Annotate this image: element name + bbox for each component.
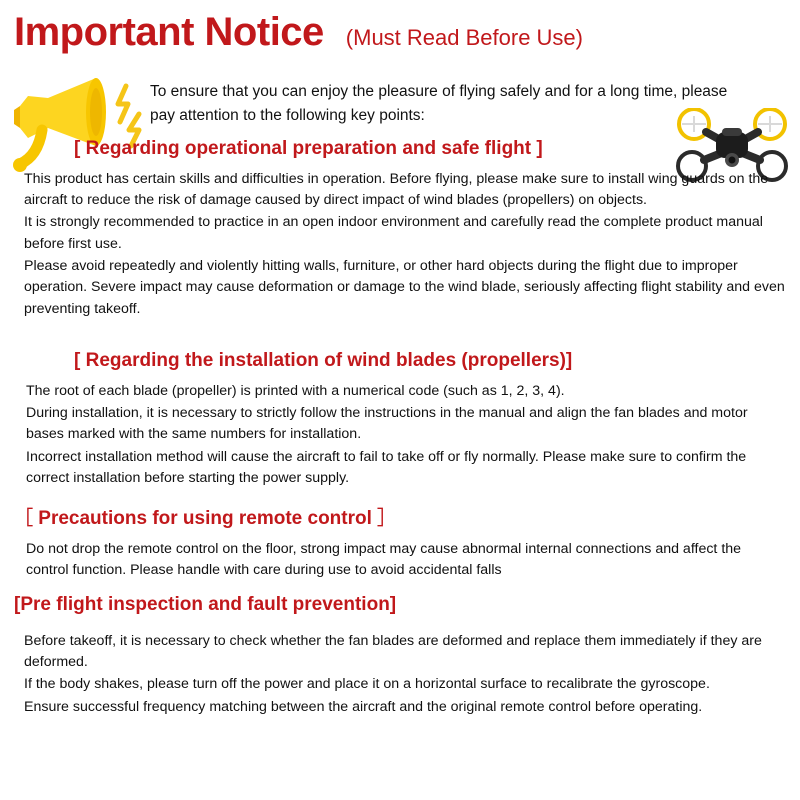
section-heading: ［ Precautions for using remote control ］ [14,508,397,529]
section-remote-control-precautions [14,508,786,582]
section-wind-blade-installation [14,350,786,490]
paragraph: This product has certain skills and difficulties in operation. Before flying, please make sure to install wing guards on the aircraft to reduce the risk of damage caused by direct impact of wind blades (propellers) on objects. [24,170,769,209]
paragraph: During installation, it is necessary to strictly follow the instructions in the manual and align the fan blades and motor bases marked with the same numbers for installation. [26,405,748,443]
section-body [14,539,786,582]
paragraph: Before takeoff, it is necessary to check whether the fan blades are deformed and replace them immediately if they are deformed. [24,632,762,671]
section-operational-preparation [14,138,786,321]
section-body [14,169,786,320]
paragraph: Incorrect installation method will cause the aircraft to fail to take off or fly normally. Please make sure to confirm the correct installation before starting the power supply. [26,448,747,486]
section-body [14,381,786,489]
page-subtitle: (Must Read Before Use) [345,25,583,50]
paragraph: The root of each blade (propeller) is printed with a numerical code (such as 1, 2, 3, 4). [26,382,565,399]
section-heading: [Pre flight inspection and fault prevention] [14,594,397,615]
paragraph: It is strongly recommended to practice in an open indoor environment and carefully read the complete product manual before first use. [24,214,763,252]
paragraph: Please avoid repeatedly and violently hitting walls, furniture, or other hard objects during the flight due to improper operation. Severe impact may cause deformation or damage to the wind blade, seriously affecting flight stability and even preventing takeoff. [24,257,785,317]
intro-text: To ensure that you can enjoy the pleasure of flying safely and for a long time, please pay attention to the following key points: [150,83,728,125]
section-heading: [ Regarding operational preparation and safe flight ] [74,138,543,159]
paragraph: Ensure successful frequency matching between the aircraft and the original remote control before operating. [24,698,703,715]
paragraph: Do not drop the remote control on the floor, strong impact may cause abnormal internal connections and affect the control function. Please handle with care during use to avoid accidental falls [26,540,742,579]
page-title: Important Notice [14,10,324,54]
paragraph: If the body shakes, please turn off the power and place it on a horizontal surface to recalibrate the gyroscope. [24,676,710,693]
section-heading: [ Regarding the installation of wind blades (propellers)] [74,350,573,371]
section-body [14,625,786,718]
section-preflight-inspection [14,594,786,719]
page-header [14,10,786,54]
